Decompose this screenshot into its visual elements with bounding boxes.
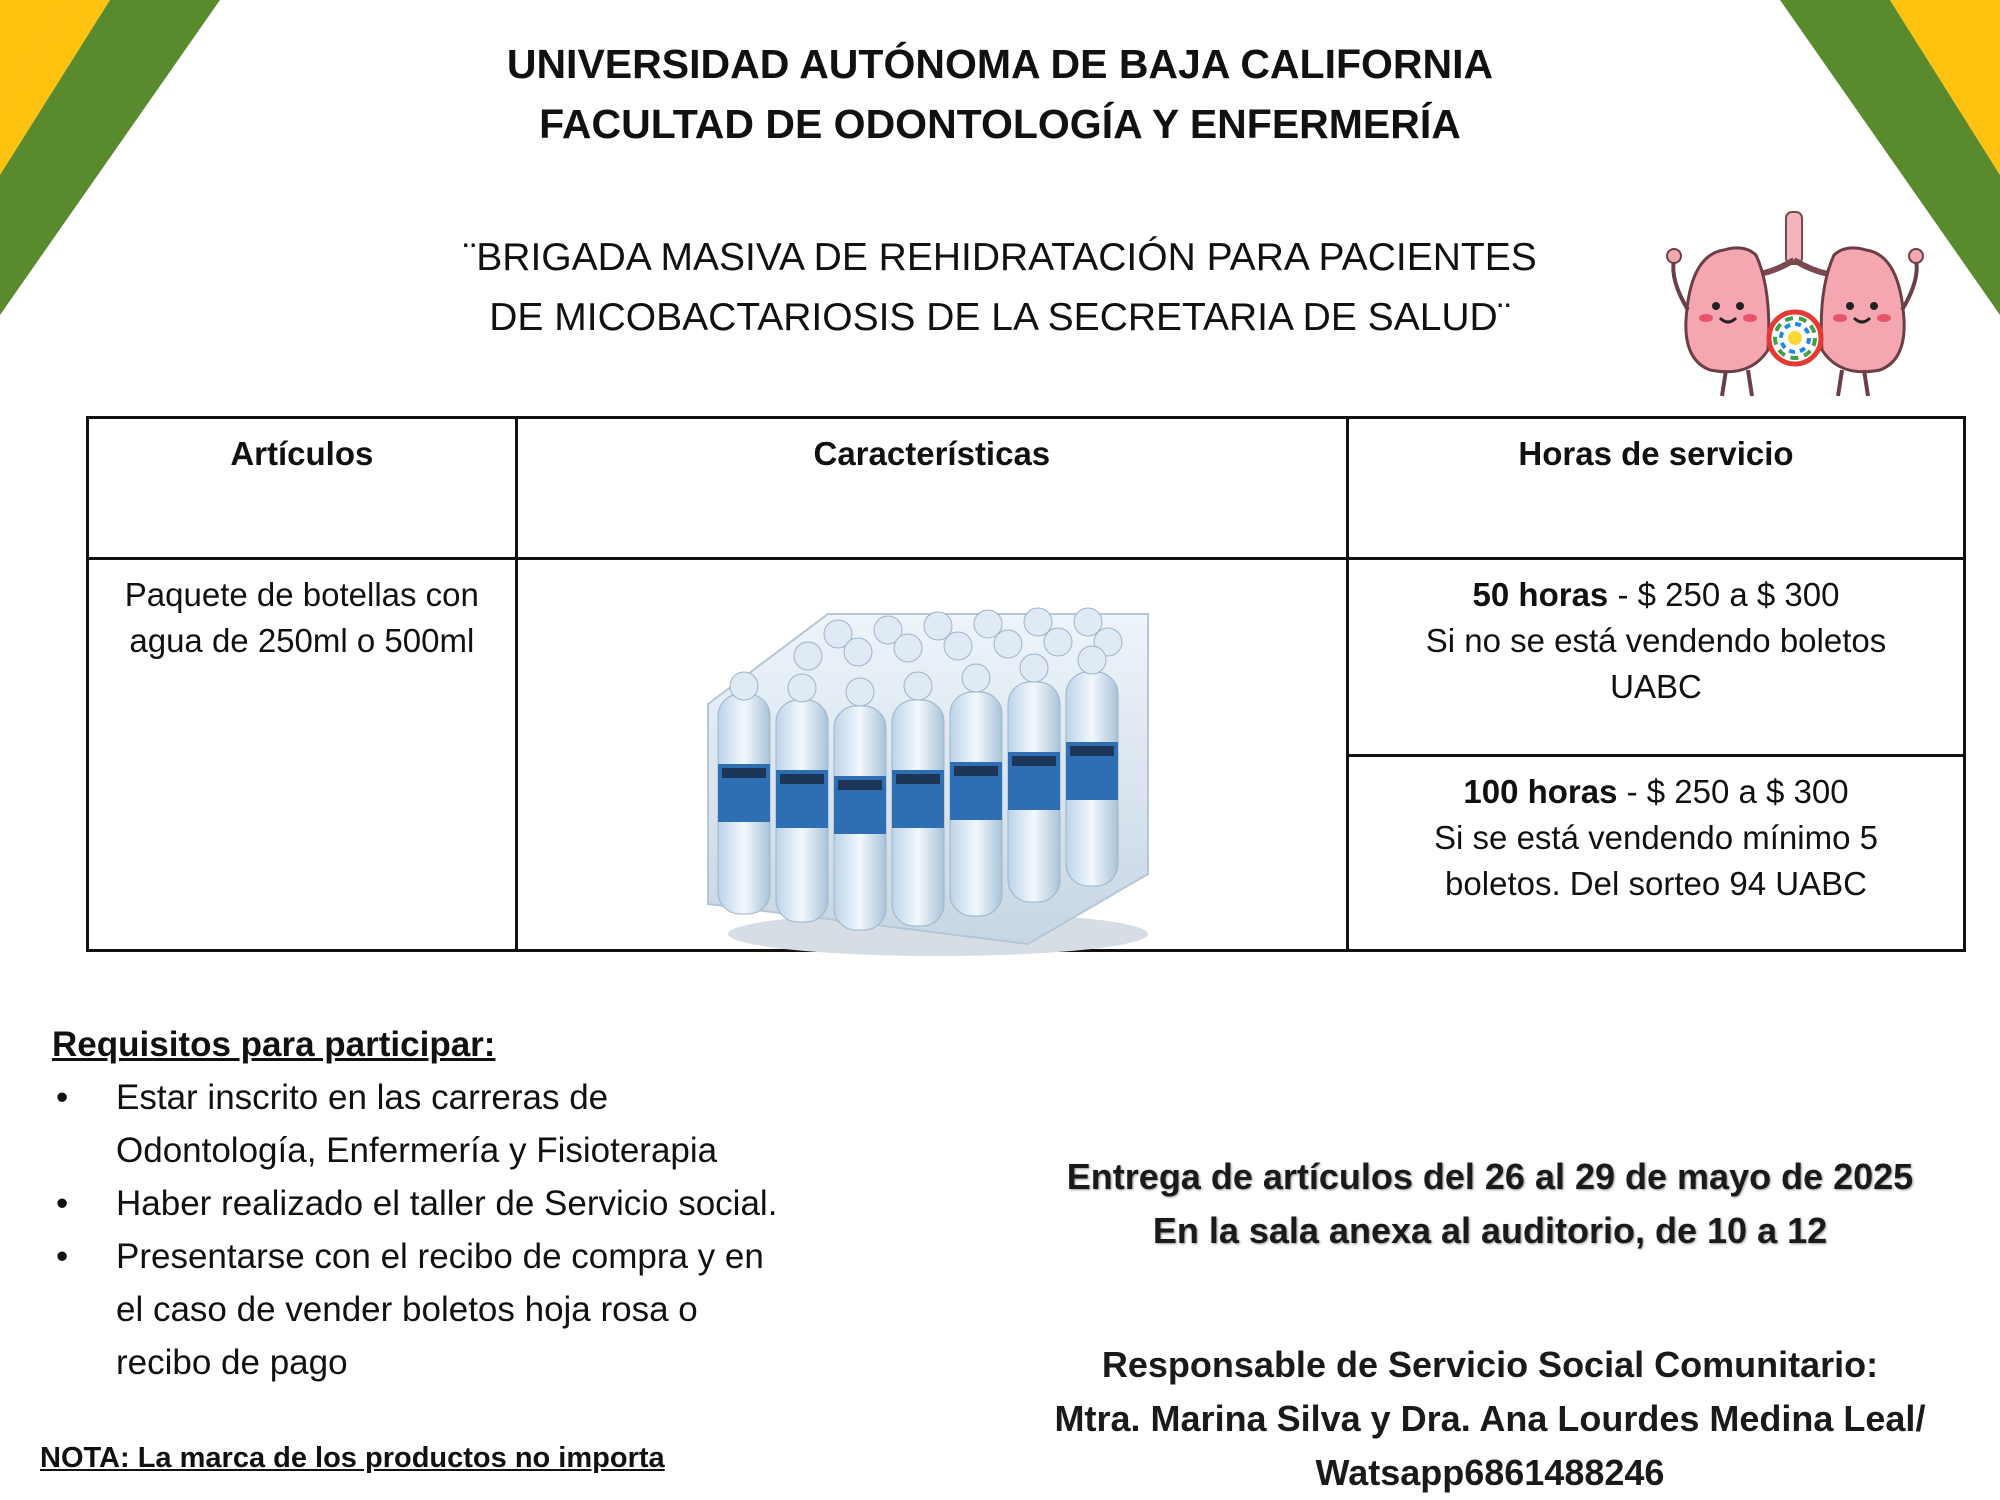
- hours-50-line-3: UABC: [1610, 667, 1702, 705]
- water-bottles-pack-image: [698, 574, 1158, 964]
- hours-50-label: 50 horas: [1472, 575, 1609, 613]
- table-row: [88, 558, 1965, 755]
- table-header-row: [88, 418, 1965, 559]
- hours-50-line-2: Si no se está vendendo boletos: [1425, 621, 1887, 659]
- event-title-line-2: DE MICOBACTARIOSIS DE LA SECRETARIA DE SALUD¨: [489, 296, 1511, 339]
- requirements-title: Requisitos para participar:: [52, 1025, 496, 1064]
- list-item: [52, 1071, 932, 1177]
- bullet-icon: •: [56, 1184, 69, 1223]
- hours-100-label: 100 horas: [1463, 772, 1618, 810]
- hours-50-price: - $ 250 a $ 300: [1608, 575, 1840, 613]
- university-title: UNIVERSIDAD AUTÓNOMA DE BAJA CALIFORNIA: [506, 41, 1494, 87]
- list-item: [52, 1177, 932, 1230]
- list-item: [52, 1230, 932, 1389]
- article-line-2: agua de 250ml o 500ml: [129, 621, 475, 659]
- hours-cell-50: [1348, 558, 1965, 755]
- lungs-mascot-icon: [1660, 210, 1930, 400]
- faculty-title: FACULTAD DE ODONTOLOGÍA Y ENFERMERÍA: [539, 101, 1461, 147]
- responsible-line-2: Mtra. Marina Silva y Dra. Ana Lourdes Medina Leal/: [1054, 1398, 1926, 1439]
- article-line-1: Paquete de botellas con: [124, 575, 479, 613]
- brand-note: NOTA: La marca de los productos no importa: [40, 1442, 665, 1474]
- responsible-info: [1000, 1338, 1980, 1500]
- requirement-1-line-1: Estar inscrito en las carreras de: [116, 1078, 609, 1117]
- hours-100-line-1: [1349, 769, 1963, 815]
- requirement-2-line-1: Haber realizado el taller de Servicio social.: [116, 1184, 778, 1223]
- requirement-1-line-2: Odontología, Enfermería y Fisioterapia: [116, 1131, 718, 1170]
- hours-100-line-2: Si se está vendendo mínimo 5: [1434, 818, 1878, 856]
- requirements-section: [52, 1018, 932, 1389]
- requirements-list: [52, 1071, 932, 1389]
- hours-cell-100: [1348, 755, 1965, 950]
- requirement-3-line-2: el caso de vender boletos hoja rosa o: [116, 1290, 698, 1329]
- characteristics-cell: [516, 558, 1347, 950]
- delivery-info: [1000, 1150, 1980, 1258]
- header-articulos: Artículos: [88, 418, 517, 559]
- event-title-line-1: ¨BRIGADA MASIVA DE REHIDRATACIÓN PARA PACIENTES: [463, 236, 1537, 279]
- article-cell: [88, 558, 517, 950]
- bullet-icon: •: [56, 1078, 69, 1117]
- responsible-line-1: Responsable de Servicio Social Comunitario:: [1101, 1344, 1879, 1385]
- header-caracteristicas: Características: [516, 418, 1347, 559]
- responsible-line-3: Watsapp6861488246: [1315, 1452, 1665, 1493]
- hours-100-price: - $ 250 a $ 300: [1617, 772, 1849, 810]
- hours-100-line-3: boletos. Del sorteo 94 UABC: [1445, 864, 1867, 902]
- bullet-icon: •: [56, 1237, 69, 1276]
- requirement-3-line-1: Presentarse con el recibo de compra y en: [116, 1237, 764, 1276]
- delivery-line-1: Entrega de artículos del 26 al 29 de mayo de 2025: [1066, 1156, 1914, 1197]
- articles-table: [86, 416, 1966, 952]
- requirement-3-line-3: recibo de pago: [116, 1343, 348, 1382]
- hours-50-line-1: [1349, 572, 1963, 618]
- header-horas: Horas de servicio: [1348, 418, 1965, 559]
- delivery-line-2: En la sala anexa al auditorio, de 10 a 12: [1152, 1210, 1828, 1251]
